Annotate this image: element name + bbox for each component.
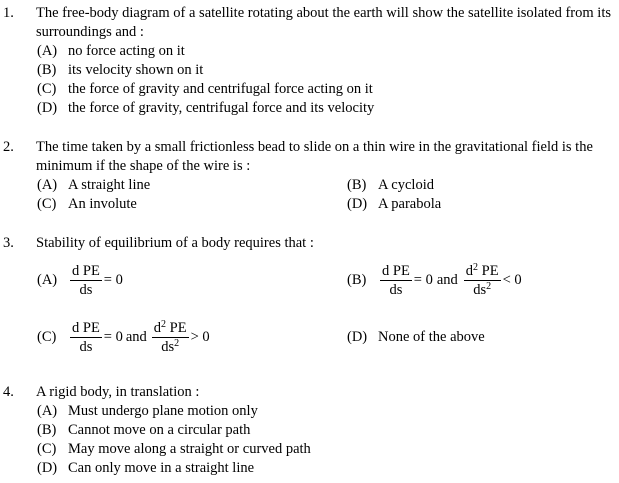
stem-line: The time taken by a small frictionless bead to slide on a thin wire in the gravitational field is the bbox=[36, 139, 593, 155]
numerator-pe: PE bbox=[169, 320, 187, 336]
option-text: A straight line bbox=[68, 177, 151, 193]
stem-line: The free-body diagram of a satellite rotating about the earth will show the satellite isolated from its bbox=[36, 5, 611, 21]
question-stem bbox=[36, 383, 616, 402]
stem-line: minimum if the shape of the wire is : bbox=[36, 158, 251, 174]
denominator-ds: ds bbox=[161, 339, 175, 355]
option-label: (D) bbox=[37, 100, 58, 116]
relation: = 0 bbox=[413, 272, 433, 288]
option-label: (A) bbox=[37, 272, 58, 288]
fraction-denominator: ds bbox=[70, 337, 102, 356]
question-number: 2. bbox=[3, 139, 14, 155]
fraction-denominator: ds bbox=[70, 280, 102, 299]
option-label: (C) bbox=[37, 196, 57, 212]
numerator-d: d bbox=[465, 263, 474, 279]
numerator-d: d bbox=[153, 320, 162, 336]
fraction-denominator bbox=[464, 280, 501, 299]
derivative-fraction bbox=[380, 262, 412, 299]
denominator-exponent: 2 bbox=[486, 281, 492, 292]
relation: = 0 bbox=[103, 329, 123, 345]
option-1c bbox=[37, 80, 373, 99]
option-text: Cannot move on a circular path bbox=[68, 422, 251, 438]
option-4a bbox=[37, 402, 258, 421]
option-text: no force acting on it bbox=[68, 43, 185, 59]
fraction-numerator: d PE bbox=[382, 263, 410, 279]
fraction-denominator bbox=[152, 337, 189, 356]
option-2d bbox=[347, 195, 441, 214]
question-number: 3. bbox=[3, 235, 14, 251]
option-3c bbox=[37, 319, 210, 356]
conjunction: and bbox=[436, 272, 458, 288]
relation: > 0 bbox=[190, 329, 210, 345]
question-number: 1. bbox=[3, 5, 14, 21]
option-1a bbox=[37, 42, 185, 61]
question-stem bbox=[36, 234, 616, 253]
option-label: (A) bbox=[37, 43, 58, 59]
question-stem bbox=[36, 4, 616, 42]
relation: < 0 bbox=[502, 272, 522, 288]
option-label: (B) bbox=[347, 177, 367, 193]
denominator-exponent: 2 bbox=[174, 338, 180, 349]
option-text: its velocity shown on it bbox=[68, 62, 204, 78]
option-label: (A) bbox=[37, 403, 58, 419]
stem-line: surroundings and : bbox=[36, 24, 144, 40]
numerator-exponent: 2 bbox=[161, 319, 167, 330]
second-derivative-fraction bbox=[152, 319, 189, 356]
option-label: (D) bbox=[37, 460, 58, 476]
question-stem bbox=[36, 138, 616, 176]
option-label: (B) bbox=[37, 422, 57, 438]
derivative-fraction bbox=[70, 262, 102, 299]
second-derivative-fraction bbox=[464, 262, 501, 299]
option-text: None of the above bbox=[378, 329, 485, 345]
option-label: (A) bbox=[37, 177, 58, 193]
option-label: (C) bbox=[37, 441, 57, 457]
fraction-numerator bbox=[152, 319, 189, 337]
numerator-pe: PE bbox=[481, 263, 499, 279]
option-1d bbox=[37, 99, 374, 118]
stem-line: A rigid body, in translation : bbox=[36, 384, 200, 400]
option-4d bbox=[37, 459, 254, 478]
option-label: (C) bbox=[37, 329, 57, 345]
option-2b bbox=[347, 176, 434, 195]
stem-line: Stability of equilibrium of a body requires that : bbox=[36, 235, 314, 251]
fraction-numerator: d PE bbox=[72, 263, 100, 279]
derivative-fraction bbox=[70, 319, 102, 356]
denominator-ds: ds bbox=[473, 282, 487, 298]
option-text: An involute bbox=[68, 196, 137, 212]
relation: = 0 bbox=[103, 272, 123, 288]
option-text: the force of gravity, centrifugal force and its velocity bbox=[68, 100, 375, 116]
option-3a bbox=[37, 262, 123, 299]
fraction-denominator: ds bbox=[380, 280, 412, 299]
option-4c bbox=[37, 440, 311, 459]
question-number: 4. bbox=[3, 384, 14, 400]
option-label: (B) bbox=[37, 62, 57, 78]
option-text: A cycloid bbox=[378, 177, 434, 193]
option-2c bbox=[37, 195, 137, 214]
option-1b bbox=[37, 61, 203, 80]
option-text: Must undergo plane motion only bbox=[68, 403, 258, 419]
fraction-numerator: d PE bbox=[72, 320, 100, 336]
option-text: May move along a straight or curved path bbox=[68, 441, 311, 457]
option-text: the force of gravity and centrifugal force acting on it bbox=[68, 81, 373, 97]
option-3b bbox=[347, 262, 522, 299]
option-4b bbox=[37, 421, 250, 440]
option-label: (C) bbox=[37, 81, 57, 97]
numerator-exponent: 2 bbox=[473, 262, 479, 273]
option-label: (B) bbox=[347, 272, 367, 288]
option-3d bbox=[347, 328, 485, 347]
option-label: (D) bbox=[347, 196, 368, 212]
option-text: A parabola bbox=[378, 196, 442, 212]
option-label: (D) bbox=[347, 329, 368, 345]
fraction-numerator bbox=[464, 262, 501, 280]
option-text: Can only move in a straight line bbox=[68, 460, 255, 476]
option-2a bbox=[37, 176, 150, 195]
conjunction: and bbox=[125, 329, 147, 345]
